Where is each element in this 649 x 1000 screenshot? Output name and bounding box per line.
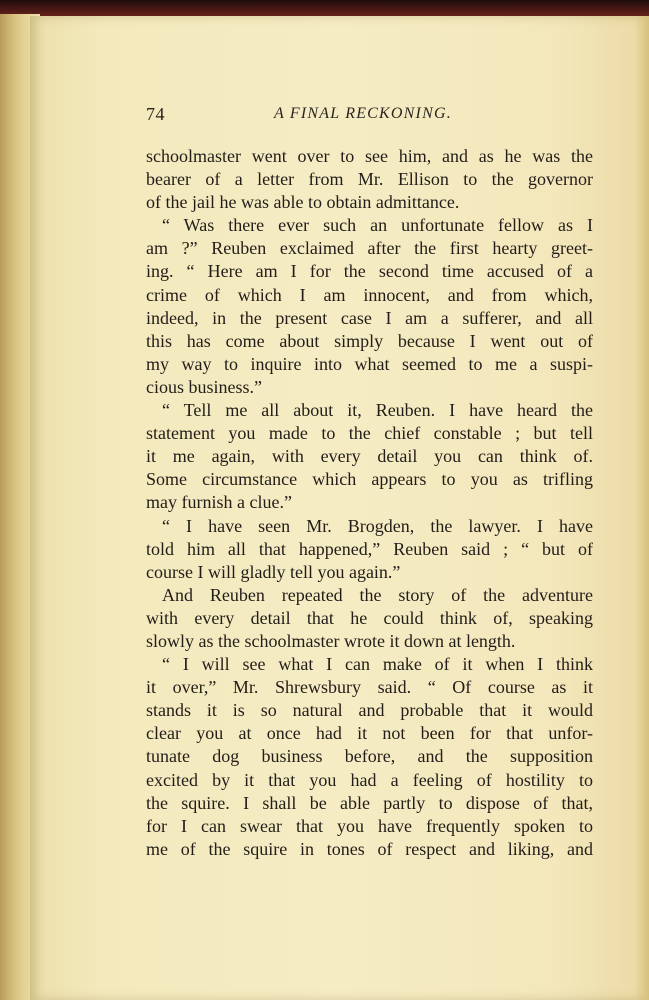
text-line: indeed, in the present case I am a sufferer, and all	[146, 307, 593, 328]
text-line: bearer of a letter from Mr. Ellison to the governor	[146, 169, 593, 190]
text-line: of the jail he was able to obtain admittance.	[146, 192, 460, 213]
text-line: slowly as the schoolmaster wrote it down at length.	[146, 630, 516, 651]
text-line: “ Tell me all about it, Reuben. I have heard the	[162, 400, 593, 421]
text-line: course I will gladly tell you again.”	[146, 561, 401, 582]
body-text	[146, 145, 593, 861]
text-line: this has come about simply because I went out of	[146, 330, 593, 351]
text-line: my way to inquire into what seemed to me a suspi-	[146, 353, 593, 374]
text-line: ing. “ Here am I for the second time accused of a	[146, 261, 593, 282]
text-line: schoolmaster went over to see him, and as he was the	[146, 146, 593, 166]
text-line: me of the squire in tones of respect and liking, and	[146, 838, 593, 859]
text-line: am ?” Reuben exclaimed after the first hearty greet-	[146, 238, 593, 259]
page-number: 74	[146, 104, 165, 124]
text-line: with every detail that he could think of, speaking	[146, 607, 593, 628]
text-line: may furnish a clue.”	[146, 492, 292, 513]
text-line: it over,” Mr. Shrewsbury said. “ Of course as it	[146, 677, 593, 698]
text-line: excited by it that you had a feeling of hostility to	[146, 769, 593, 790]
text-line: crime of which I am innocent, and from which,	[146, 284, 593, 305]
text-line: clear you at once had it not been for that unfor-	[146, 723, 593, 744]
text-line: it me again, with every detail you can think of.	[146, 446, 593, 467]
text-line: told him all that happened,” Reuben said ; “ but of	[146, 538, 593, 559]
text-line: for I can swear that you have frequently spoken to	[146, 815, 593, 836]
text-line: the squire. I shall be able partly to dispose of that,	[146, 792, 593, 813]
text-line: Some circumstance which appears to you as trifling	[146, 469, 593, 490]
text-line: stands it is so natural and probable that it would	[146, 700, 593, 721]
text-line: “ Was there ever such an unfortunate fellow as I	[162, 215, 593, 236]
text-line: And Reuben repeated the story of the adventure	[162, 584, 593, 605]
page-right-edge	[635, 16, 649, 1000]
running-head: A FINAL RECKONING.	[274, 105, 452, 122]
text-line: cious business.”	[146, 376, 262, 397]
text-line: tunate dog business before, and the supposition	[146, 746, 593, 767]
text-line: statement you made to the chief constable ; but tell	[146, 423, 593, 444]
page-header	[146, 104, 593, 134]
text-line: “ I have seen Mr. Brogden, the lawyer. I have	[162, 515, 593, 536]
text-line: “ I will see what I can make of it when I think	[162, 654, 593, 675]
